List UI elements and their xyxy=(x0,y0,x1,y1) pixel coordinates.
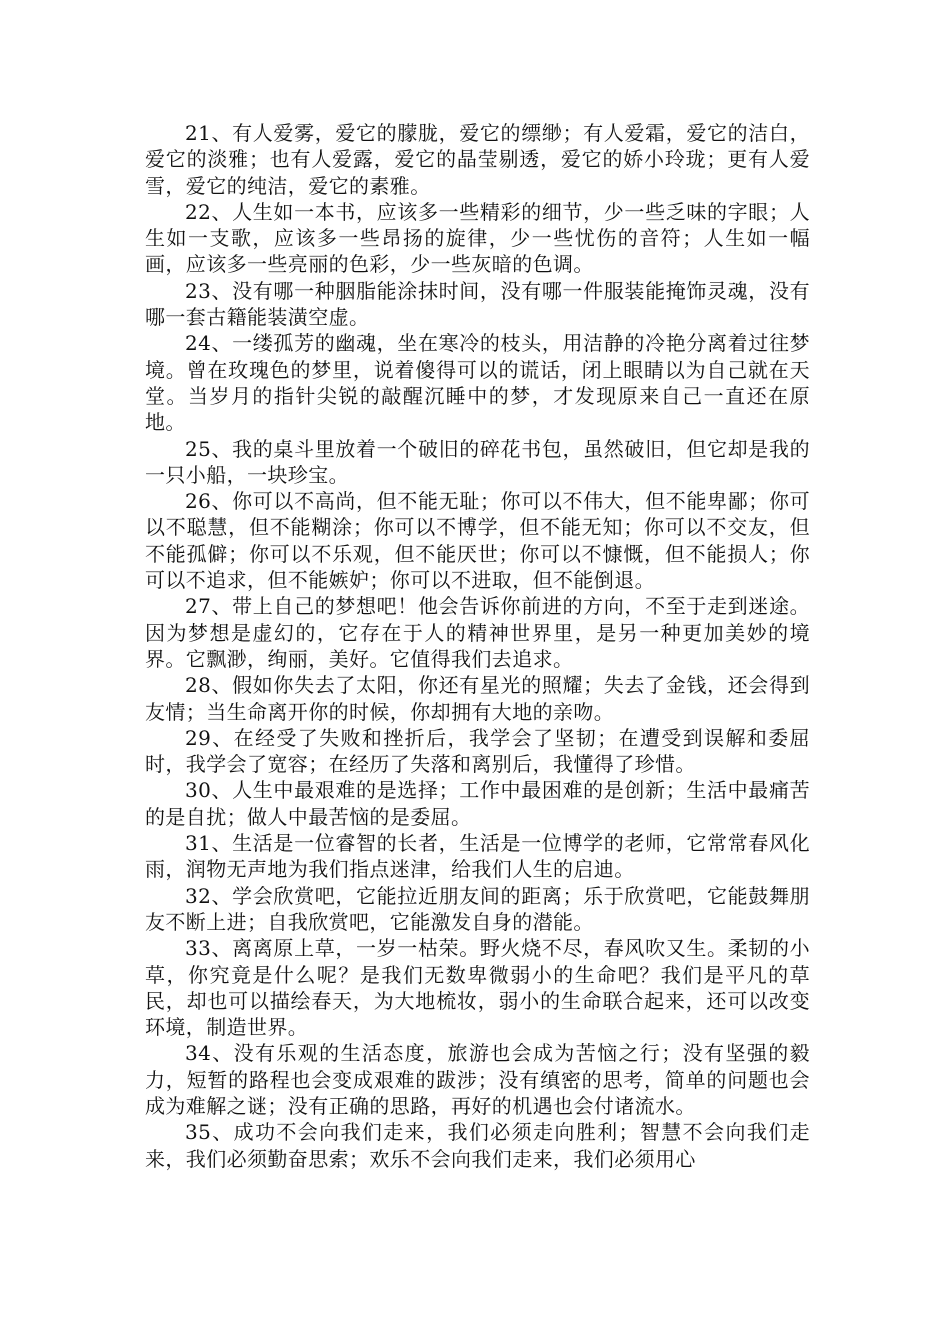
paragraph-21: 21、有人爱雾，爱它的朦胧，爱它的缥缈；有人爱霜，爱它的洁白，爱它的淡雅；也有人爱露，爱它的晶莹剔透，爱它的娇小玲珑；更有人爱雪，爱它的纯洁，爱它的素雅。 xyxy=(145,121,810,198)
paragraph-34: 34、没有乐观的生活态度，旅游也会成为苦恼之行；没有坚强的毅力，短暂的路程也会变成艰难的跋涉；没有缜密的思考，简单的问题也会成为难解之谜；没有正确的思路，再好的机遇也会付诸流水。 xyxy=(145,1041,810,1118)
paragraph-26: 26、你可以不高尚，但不能无耻；你可以不伟大，但不能卑鄙；你可以不聪慧，但不能糊涂；你可以不博学，但不能无知；你可以不交友，但不能孤僻；你可以不乐观，但不能厌世；你可以不慷慨，但不能损人；你可以不追求，但不能嫉妒；你可以不进取，但不能倒退。 xyxy=(145,489,810,593)
paragraph-29: 29、在经受了失败和挫折后，我学会了坚韧；在遭受到误解和委屈时，我学会了宽容；在经历了失落和离别后，我懂得了珍惜。 xyxy=(145,725,810,777)
paragraph-32: 32、学会欣赏吧，它能拉近朋友间的距离；乐于欣赏吧，它能鼓舞朋友不断上进；自我欣赏吧，它能激发自身的潜能。 xyxy=(145,883,810,934)
paragraph-28: 28、假如你失去了太阳，你还有星光的照耀；失去了金钱，还会得到友情；当生命离开你的时候，你却拥有大地的亲吻。 xyxy=(145,673,810,724)
paragraph-31: 31、生活是一位睿智的长者，生活是一位博学的老师，它常常春风化雨，润物无声地为我们指点迷津，给我们人生的启迪。 xyxy=(145,831,810,882)
document-body xyxy=(145,120,810,1172)
paragraph-25: 25、我的桌斗里放着一个破旧的碎花书包，虽然破旧，但它却是我的一只小船，一块珍宝。 xyxy=(145,436,810,487)
paragraph-30: 30、人生中最艰难的是选择；工作中最困难的是创新；生活中最痛苦的是自扰；做人中最苦恼的是委屈。 xyxy=(145,778,810,829)
paragraph-35: 35、成功不会向我们走来，我们必须走向胜利；智慧不会向我们走来，我们必须勤奋思索；欢乐不会向我们走来，我们必须用心 xyxy=(145,1120,810,1171)
paragraph-22: 22、人生如一本书，应该多一些精彩的细节，少一些乏味的字眼；人生如一支歌，应该多一些昂扬的旋律，少一些忧伤的音符；人生如一幅画，应该多一些亮丽的色彩，少一些灰暗的色调。 xyxy=(145,199,810,277)
paragraph-24: 24、一缕孤芳的幽魂，坐在寒冷的枝头，用洁静的冷艳分离着过往梦境。曾在玫瑰色的梦里，说着傻得可以的谎话，闭上眼睛以为自己就在天堂。当岁月的指针尖锐的敲醒沉睡中的梦，才发现原来自己一直还在原地。 xyxy=(145,331,810,435)
paragraph-23: 23、没有哪一种胭脂能涂抹时间，没有哪一件服装能掩饰灵魂，没有哪一套古籍能装潢空虚。 xyxy=(145,278,810,330)
paragraph-27: 27、带上自己的梦想吧！他会告诉你前进的方向，不至于走到迷途。因为梦想是虚幻的，它存在于人的精神世界里，是另一种更加美妙的境界。它飘渺，绚丽，美好。它值得我们去追求。 xyxy=(145,594,810,671)
paragraph-33: 33、离离原上草，一岁一枯荣。野火烧不尽，春风吹又生。柔韧的小草，你究竟是什么呢？是我们无数卑微弱小的生命吧？我们是平凡的草民，却也可以描绘春天，为大地梳妆，弱小的生命联合起来，还可以改变环境，制造世界。 xyxy=(145,936,810,1040)
